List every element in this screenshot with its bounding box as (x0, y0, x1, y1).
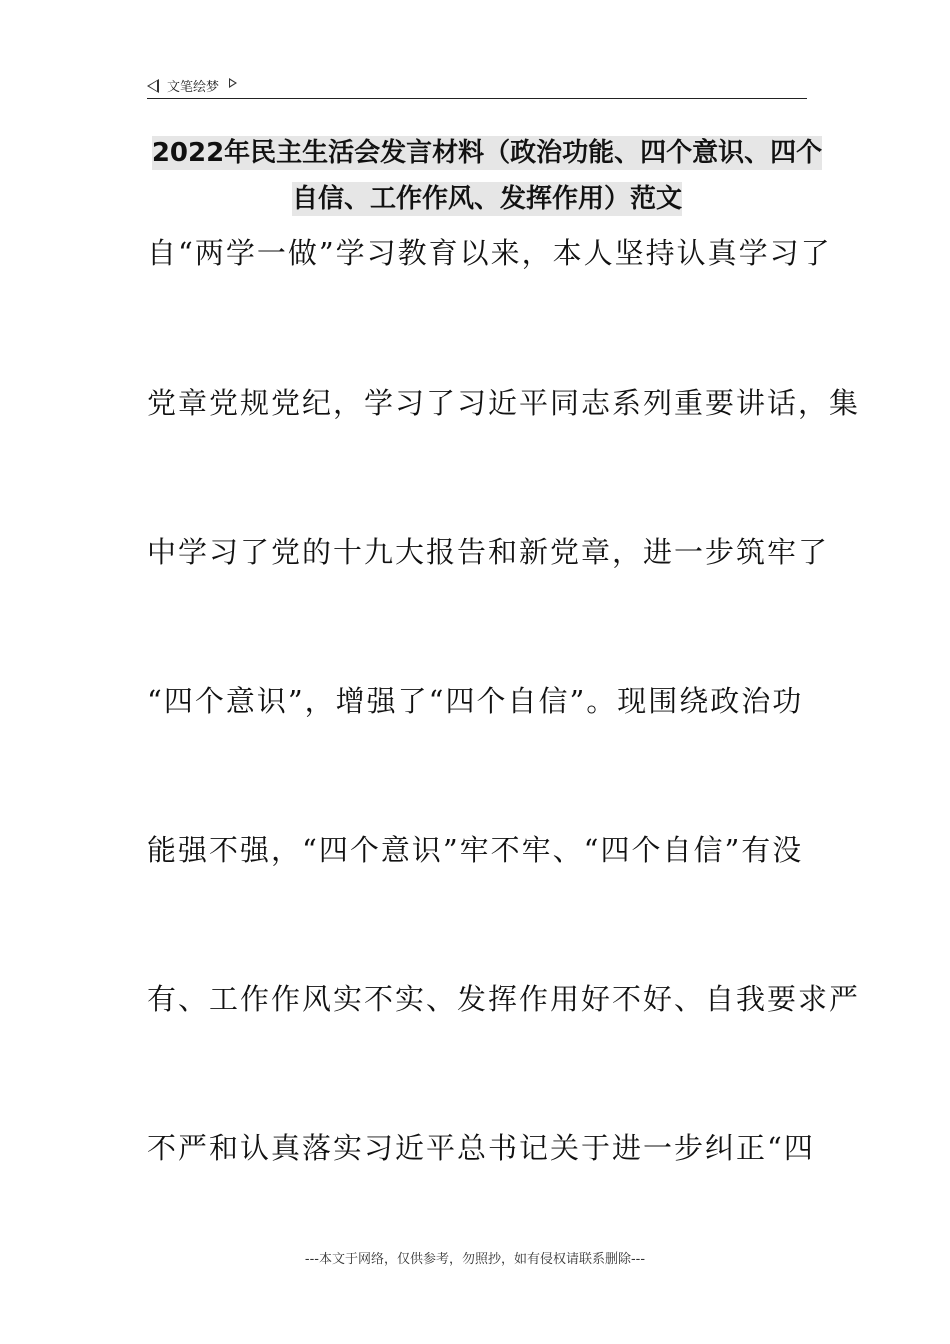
paragraph-line-5: 能强不强，“四个意识”牢不牢、“四个自信”有没 (147, 833, 804, 867)
document-title-text: 2022年民主生活会发言材料（政治功能、四个意识、四个自信、工作作风、发挥作用）范文 (151, 138, 823, 214)
page-footer: ---本文于网络，仅供参考，勿照抄，如有侵权请联系删除--- (304, 1252, 646, 1267)
paragraph-line-2: 党章党规党纪，学习了习近平同志系列重要讲话，集 (147, 386, 861, 420)
header-label: 文笔绘梦 (167, 80, 220, 95)
paragraph-line-7: 不严和认真落实习近平总书记关于进一步纠正“四 (147, 1131, 815, 1165)
paragraph-line-4: “四个意识”，增强了“四个自信”。现围绕政治功 (147, 684, 804, 718)
document-title (147, 130, 827, 222)
paragraph-line-3: 中学习了党的十九大报告和新党章，进一步筑牢了 (147, 535, 830, 569)
triangle-right-icon (229, 78, 237, 88)
paragraph-line-1: 自“两学一做”学习教育以来，本人坚持认真学习了 (147, 236, 832, 270)
triangle-left-icon (147, 79, 159, 93)
paragraph-line-6: 有、工作作风实不实、发挥作用好不好、自我要求严 (147, 982, 861, 1016)
page-header (147, 74, 807, 99)
